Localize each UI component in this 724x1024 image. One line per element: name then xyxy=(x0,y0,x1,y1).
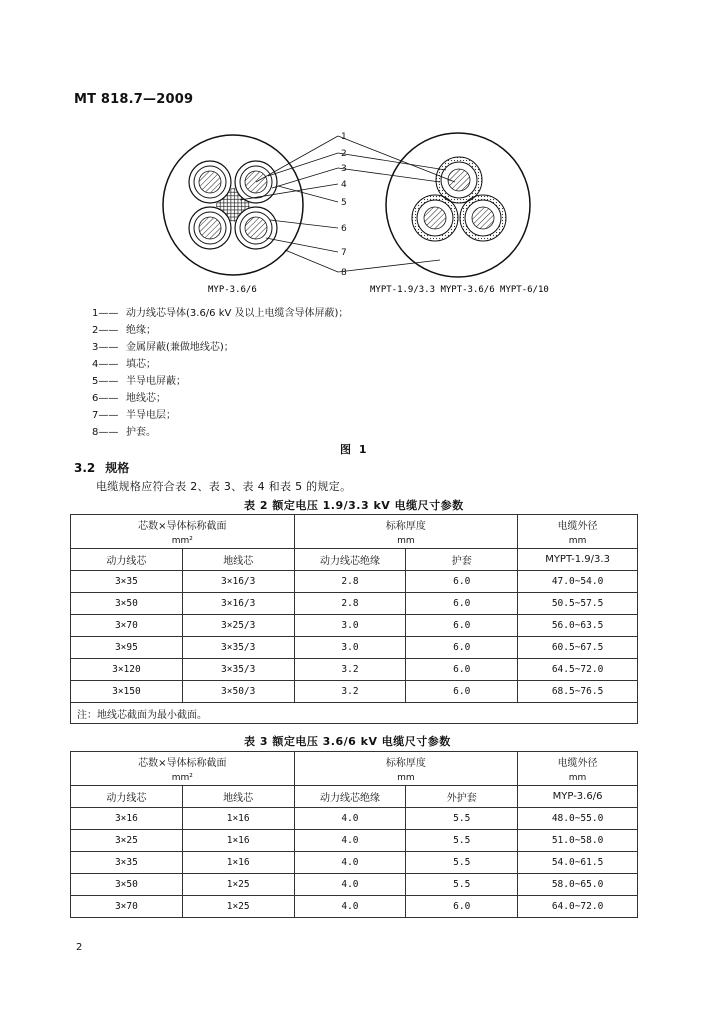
table-cell: 3.2 xyxy=(294,681,406,703)
legend-item-number: 5—— xyxy=(92,376,119,387)
table-cell: 58.0~65.0 xyxy=(518,874,638,896)
table3-unit: mm² xyxy=(71,770,295,786)
table2-unit: mm² xyxy=(71,533,295,549)
standard-number: MT 818.7—2009 xyxy=(74,92,194,107)
table3-group-header: 电缆外径 xyxy=(518,752,638,771)
legend-item-text: 地线芯； xyxy=(126,393,166,404)
table-cell: 48.0~55.0 xyxy=(518,808,638,830)
table-cell: 3×16 xyxy=(71,808,183,830)
table-cell: 3×95 xyxy=(71,637,183,659)
legend-item-text: 金属屏蔽(兼做地线芯)； xyxy=(126,342,234,353)
table2-unit: mm xyxy=(518,533,638,549)
legend-item xyxy=(92,407,348,424)
table-cell: 5.5 xyxy=(406,808,518,830)
table2-group-header: 电缆外径 xyxy=(518,515,638,534)
legend-item-number: 6—— xyxy=(92,393,119,404)
table-cell: 3×50 xyxy=(71,593,183,615)
table2-note: 注：地线芯截面为最小截面。 xyxy=(71,703,638,724)
table2-group-header: 芯数×导体标称截面 xyxy=(71,515,295,534)
legend-item-text: 半导电屏蔽； xyxy=(126,376,186,387)
table-cell: 47.0~54.0 xyxy=(518,571,638,593)
table-cell: 6.0 xyxy=(406,637,518,659)
table-cell: 3×16/3 xyxy=(182,571,294,593)
left-cable-diagram xyxy=(163,135,303,275)
table-cell: 68.5~76.5 xyxy=(518,681,638,703)
table-cell: 6.0 xyxy=(406,681,518,703)
legend-item-number: 8—— xyxy=(92,427,119,438)
table-cell: 3×70 xyxy=(71,615,183,637)
table-cell: 3×35 xyxy=(71,852,183,874)
table2-subheader: 地线芯 xyxy=(182,549,294,571)
callout-5: 5 xyxy=(341,198,347,208)
table-cell: 4.0 xyxy=(294,874,406,896)
figure-title: 图 1 xyxy=(340,443,369,456)
figure-label-left: MYP-3.6/6 xyxy=(208,285,257,295)
callout-7: 7 xyxy=(341,248,347,258)
table-cell: 54.0~61.5 xyxy=(518,852,638,874)
table2-subheader: 护套 xyxy=(406,549,518,571)
table2-subheader: MYPT-1.9/3.3 xyxy=(518,549,638,571)
table-cell: 3×35/3 xyxy=(182,659,294,681)
table-row xyxy=(71,852,638,874)
table-row xyxy=(71,874,638,896)
legend-item-text: 半导电层； xyxy=(126,410,176,421)
table-cell: 6.0 xyxy=(406,659,518,681)
callout-3: 3 xyxy=(341,164,347,174)
legend-item-number: 3—— xyxy=(92,342,119,353)
table3-subheader: 外护套 xyxy=(406,786,518,808)
legend-item xyxy=(92,305,348,322)
table2-subheader: 动力线芯 xyxy=(71,549,183,571)
section-body: 电缆规格应符合表 2、表 3、表 4 和表 5 的规定。 xyxy=(96,480,352,493)
table-cell: 2.8 xyxy=(294,571,406,593)
table-cell: 3×120 xyxy=(71,659,183,681)
table2-body xyxy=(71,571,638,703)
table-cell: 1×25 xyxy=(182,874,294,896)
legend-item-number: 7—— xyxy=(92,410,119,421)
legend-item xyxy=(92,322,348,339)
table-cell: 64.5~72.0 xyxy=(518,659,638,681)
table3-caption: 表 3 额定电压 3.6/6 kV 电缆尺寸参数 xyxy=(244,735,451,748)
legend-item xyxy=(92,356,348,373)
table-cell: 3.2 xyxy=(294,659,406,681)
table-row xyxy=(71,615,638,637)
callout-2: 2 xyxy=(341,149,347,159)
section-heading xyxy=(74,459,129,476)
table-row xyxy=(71,637,638,659)
table3-subheader: 地线芯 xyxy=(182,786,294,808)
table-cell: 4.0 xyxy=(294,808,406,830)
right-cable-diagram xyxy=(386,133,530,277)
table3-unit: mm xyxy=(518,770,638,786)
callout-8: 8 xyxy=(341,268,347,278)
legend-item xyxy=(92,424,348,441)
table-cell: 3×35/3 xyxy=(182,637,294,659)
table-cell: 50.5~57.5 xyxy=(518,593,638,615)
table2 xyxy=(70,514,638,724)
table-cell: 6.0 xyxy=(406,571,518,593)
table-cell: 3×50 xyxy=(71,874,183,896)
table3-body xyxy=(71,808,638,918)
table-row xyxy=(71,571,638,593)
table2-caption: 表 2 额定电压 1.9/3.3 kV 电缆尺寸参数 xyxy=(244,499,464,512)
table-cell: 6.0 xyxy=(406,896,518,918)
table-cell: 6.0 xyxy=(406,593,518,615)
table-cell: 3×50/3 xyxy=(182,681,294,703)
table-row xyxy=(71,896,638,918)
table-cell: 2.8 xyxy=(294,593,406,615)
table-cell: 5.5 xyxy=(406,874,518,896)
table2-subheader: 动力线芯绝缘 xyxy=(294,549,406,571)
page-number: 2 xyxy=(76,942,83,953)
table2-group-header: 标称厚度 xyxy=(294,515,518,534)
section-number: 3.2 xyxy=(74,461,96,475)
legend-item-text: 填芯； xyxy=(126,359,156,370)
table-row xyxy=(71,681,638,703)
callout-6: 6 xyxy=(341,224,347,234)
table-cell: 3.0 xyxy=(294,637,406,659)
table-cell: 3.0 xyxy=(294,615,406,637)
table-cell: 56.0~63.5 xyxy=(518,615,638,637)
table3-group-header: 标称厚度 xyxy=(294,752,518,771)
cable-cross-section-figure xyxy=(0,120,724,300)
table3-unit: mm xyxy=(294,770,518,786)
table-row xyxy=(71,808,638,830)
figure-legend xyxy=(92,305,348,441)
table3 xyxy=(70,751,638,918)
table-cell: 64.0~72.0 xyxy=(518,896,638,918)
legend-item xyxy=(92,373,348,390)
figure-label-right: MYPT-1.9/3.3 MYPT-3.6/6 MYPT-6/10 xyxy=(370,285,549,295)
table3-subheader: 动力线芯绝缘 xyxy=(294,786,406,808)
legend-item-text: 动力线芯导体(3.6/6 kV 及以上电缆含导体屏蔽)； xyxy=(126,308,349,319)
table-cell: 6.0 xyxy=(406,615,518,637)
table3-subheader: MYP-3.6/6 xyxy=(518,786,638,808)
section-title: 规格 xyxy=(105,461,130,475)
legend-item-number: 2—— xyxy=(92,325,119,336)
legend-item-number: 4—— xyxy=(92,359,119,370)
table-cell: 3×150 xyxy=(71,681,183,703)
table-cell: 5.5 xyxy=(406,830,518,852)
table-row xyxy=(71,830,638,852)
table-cell: 4.0 xyxy=(294,852,406,874)
table-row xyxy=(71,593,638,615)
legend-item xyxy=(92,339,348,356)
table-cell: 3×16/3 xyxy=(182,593,294,615)
legend-item-text: 绝缘； xyxy=(126,325,156,336)
table-cell: 4.0 xyxy=(294,896,406,918)
table-cell: 3×25/3 xyxy=(182,615,294,637)
legend-item-number: 1—— xyxy=(92,308,119,319)
table-cell: 4.0 xyxy=(294,830,406,852)
table2-unit: mm xyxy=(294,533,518,549)
table-cell: 5.5 xyxy=(406,852,518,874)
table-cell: 3×70 xyxy=(71,896,183,918)
callout-1: 1 xyxy=(341,132,347,142)
table-cell: 60.5~67.5 xyxy=(518,637,638,659)
table-cell: 1×16 xyxy=(182,830,294,852)
legend-item-text: 护套。 xyxy=(126,427,156,438)
table-cell: 3×25 xyxy=(71,830,183,852)
table-cell: 1×16 xyxy=(182,852,294,874)
table-cell: 1×25 xyxy=(182,896,294,918)
table-cell: 1×16 xyxy=(182,808,294,830)
table-row xyxy=(71,659,638,681)
table3-group-header: 芯数×导体标称截面 xyxy=(71,752,295,771)
table-cell: 3×35 xyxy=(71,571,183,593)
legend-item xyxy=(92,390,348,407)
table3-subheader: 动力线芯 xyxy=(71,786,183,808)
callout-4: 4 xyxy=(341,180,347,190)
table-cell: 51.0~58.0 xyxy=(518,830,638,852)
